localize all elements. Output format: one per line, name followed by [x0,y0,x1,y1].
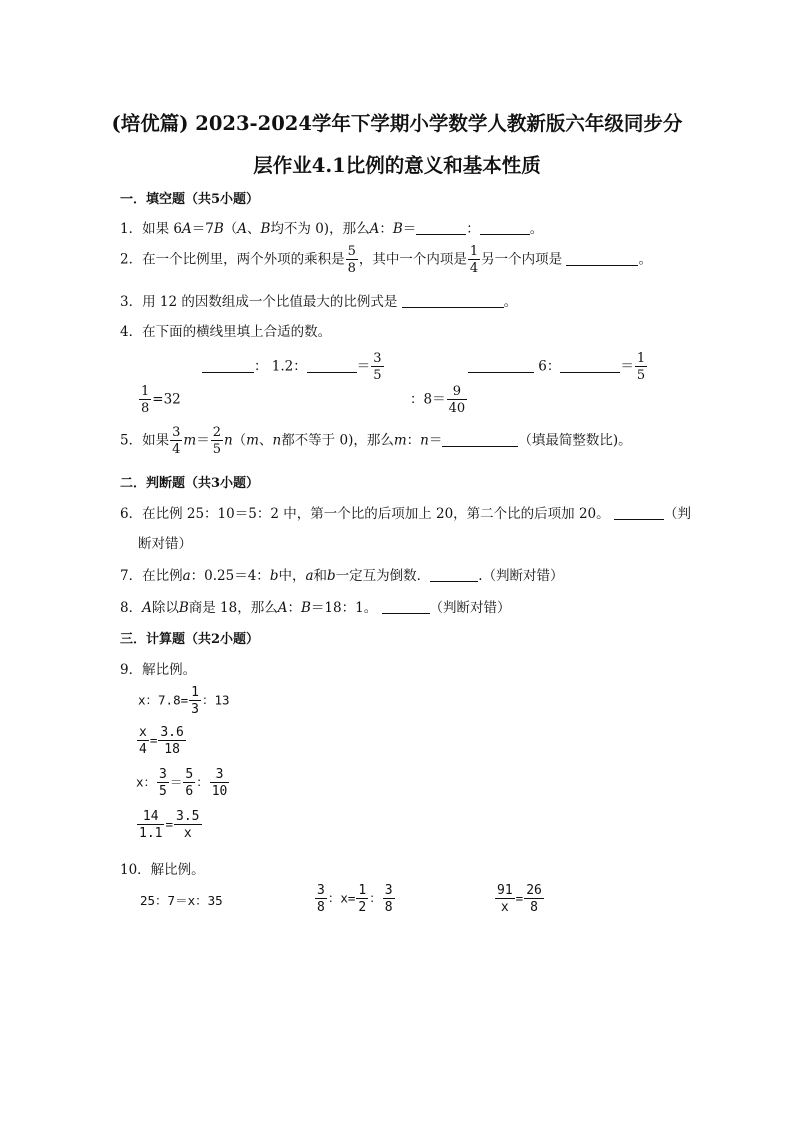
answer-blank[interactable] [416,220,466,235]
section-fill-blank-heading: 一．填空题（共5小题） [120,192,260,207]
q9-equation-1: x：7.8= $\frac{1}{3}$ ：13 [138,685,230,717]
answer-blank[interactable] [468,358,534,373]
answer-blank[interactable] [614,505,664,520]
q9-equation-3: x： $\frac{3}{5}$ ＝ $\frac{5}{6}$ ： $\frac{3}{10}$ [136,767,228,799]
question-9-stem: 9．解比例。 [120,662,197,678]
title-line-1: (培优篇) 2023-2024学年下学期小学数学人教新版六年级同步分 [111,112,683,135]
answer-blank[interactable] [560,358,620,373]
q9-equation-4: $\frac{14}{1.1}$ = $\frac{3.5}{x}$ [139,809,200,841]
question-6-line-2: 断对错） [138,536,192,552]
q10-equation-2: $\frac{3}{8}$ ：x= $\frac{1}{2}$ ： $\frac{3}{8}$ [317,883,393,915]
answer-blank[interactable] [382,599,430,614]
answer-blank[interactable] [202,358,254,373]
question-6-line-1: 6．在比例 25：10＝5：2 中，第一个比的后项加上 20，第二个比的后项加 20。 （判 [120,506,691,522]
q9-equation-2: $\frac{x}{4}$ = $\frac{3.6}{18}$ [139,725,184,757]
q10-equation-1: 25：7＝x：35 [140,893,223,908]
title-line-2: 层作业4.1比例的意义和基本性质 [253,154,541,177]
answer-blank[interactable] [430,567,478,582]
question-10-stem: 10．解比例。 [120,862,205,878]
answer-blank[interactable] [480,220,530,235]
question-2: 2．在一个比例里，两个外项的乘积是 $\frac{5}{8}$ ，其中一个内项是 $\frac{1}{4}$ 另一个内项是 。 [120,244,652,276]
section-calculation-heading: 三．计算题（共2小题） [120,632,260,647]
answer-blank[interactable] [442,432,518,447]
question-7: 7．在比例a：0.25＝4：b中，a和b一定互为倒数． .（判断对错） [120,568,564,584]
question-3: 3．用 12 的因数组成一个比值最大的比例式是 。 [120,294,518,310]
question-4-row-1-left: ： 1.2： ＝ $\frac{3}{5}$ [202,352,385,382]
question-4-stem: 4．在下面的横线里填上合适的数。 [120,324,332,340]
answer-blank[interactable] [402,293,504,308]
question-1: 1．如果 6A＝7B（A、B均不为 0)，那么A：B＝ ： 。 [120,221,544,237]
answer-blank[interactable] [307,358,357,373]
answer-blank[interactable] [566,251,638,266]
q10-equation-3: $\frac{91}{x}$ = $\frac{26}{8}$ [497,883,542,915]
question-4-row-2-left: $\frac{1}{8}$ =32 [141,384,181,416]
question-8: 8．A除以B商是 18，那么A：B＝18：1。 （判断对错） [120,600,511,616]
question-5: 5．如果 $\frac{3}{4}$ m＝ $\frac{2}{5}$ n（m、n都不等于 0)，那么m：n＝ （填最简整数比)。 [120,425,632,457]
question-4-row-1-right: 6： ＝ $\frac{1}{5}$ [468,352,648,382]
section-true-false-heading: 二．判断题（共3小题） [120,476,260,491]
question-4-row-2-right: ：8＝ $\frac{9}{40}$ [410,384,466,416]
